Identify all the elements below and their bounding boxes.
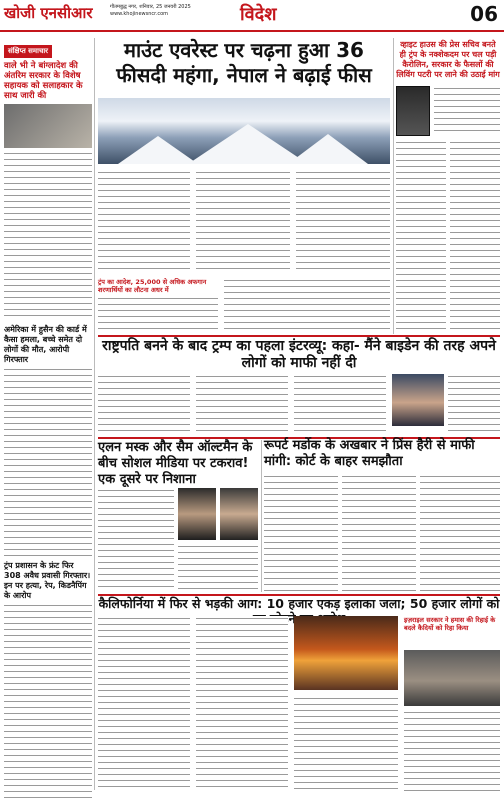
musk-altman-headline: एलन मस्क और सैम ऑल्टमैन के बीच सोशल मीडिया पर टकराव! एक दूसरे पर निशाना bbox=[98, 440, 253, 487]
right-body-col1 bbox=[396, 140, 446, 332]
trump-body-col1 bbox=[98, 374, 190, 434]
murdoch-body-col2 bbox=[342, 474, 416, 592]
meta-web: www.khojinewsncr.com bbox=[110, 11, 169, 17]
trump-body-col2 bbox=[196, 374, 288, 434]
everest-photo bbox=[98, 98, 390, 164]
left-story3-headline: ट्रंप प्रशासन के फ्रंट फिर 308 अवैध प्रवासी गिरफ्तार। इन पर हत्या, रेप, किडनैपिंग के आरोप bbox=[4, 561, 91, 600]
musk-body-col1 bbox=[98, 488, 174, 592]
left-story1-headline: वाले भी ने बांग्लादेश की अंतरिम सरकार के विशेष सहायक को सलाहकार के साथ जारी की bbox=[4, 61, 83, 101]
left-story3-body bbox=[4, 603, 92, 800]
lead-headline: माउंट एवरेस्ट पर चढ़ना हुआ 36 फीसदी महंगा, नेपाल ने बढ़ाई फीस bbox=[116, 38, 372, 87]
column-divider bbox=[94, 38, 95, 790]
edition-meta bbox=[110, 4, 230, 18]
section-title: विदेश bbox=[240, 4, 277, 25]
left-story1-photo bbox=[4, 104, 92, 148]
column-divider bbox=[393, 38, 394, 334]
hostage-photo bbox=[404, 650, 500, 706]
hamas-body bbox=[404, 710, 500, 792]
left-story1-body bbox=[4, 151, 92, 321]
right-headline: व्हाइट हाउस की प्रेस सचिव बनते ही ट्रंप के नक्शेकदम पर चल पड़ी कैरोलिन, सरकार के फैसलों की लिविंग पटरी पर लाने की उठाई मांग bbox=[396, 40, 500, 79]
right-body-top bbox=[434, 86, 500, 136]
left-column bbox=[4, 38, 92, 790]
lead-body-col2 bbox=[196, 170, 290, 274]
murdoch-body-col3 bbox=[420, 474, 500, 592]
newspaper-brand: खोजी एनसीआर bbox=[4, 4, 93, 22]
lead-body-lower bbox=[224, 278, 390, 334]
california-body-col3 bbox=[294, 696, 398, 792]
trump-photo bbox=[392, 374, 444, 426]
column-divider bbox=[261, 440, 262, 592]
trump-headline: राष्ट्रपति बनने के बाद ट्रम्प का पहला इंटरव्यू: कहा- मैंने बाइडेन की तरह अपने लोगों को माफी नहीं दी bbox=[102, 338, 496, 371]
right-body-col2 bbox=[450, 140, 500, 332]
afghan-body bbox=[98, 296, 218, 334]
california-body-col2 bbox=[196, 616, 288, 792]
afghan-subheadline: ट्रंप का आदेश, 25,000 से अधिक अफगान शरणार्थियों का लौटना अधर में bbox=[98, 278, 207, 294]
murdoch-headline: रूपर्ट मर्डोक के अखबार ने प्रिंस हैरी से माफी मांगी: कोर्ट के बाहर समझौता bbox=[264, 438, 475, 469]
page-number: 06 bbox=[470, 2, 498, 26]
murdoch-body-col1 bbox=[264, 474, 338, 592]
altman-photo bbox=[220, 488, 258, 540]
masthead bbox=[0, 0, 504, 32]
book-photo bbox=[396, 86, 430, 136]
trump-body-col3 bbox=[294, 374, 386, 434]
wildfire-photo bbox=[294, 616, 398, 690]
section-rule bbox=[98, 335, 500, 337]
musk-body-col2 bbox=[178, 544, 258, 592]
musk-photo bbox=[178, 488, 216, 540]
meta-date: गौतमबुद्ध नगर, शनिवार, 25 जनवरी 2025 bbox=[110, 4, 191, 10]
california-body-col1 bbox=[98, 616, 190, 792]
california-headline: कैलिफोर्निया में फिर से भड़की आग: 10 हजार एकड़ इलाका जला; 50 हजार लोगों को bbox=[98, 596, 500, 611]
lead-body-col3 bbox=[296, 170, 390, 274]
brief-news-tag: संक्षिप्त समाचार bbox=[4, 45, 52, 58]
left-story2-body bbox=[4, 367, 92, 557]
left-story2-headline: अमेरिका में हुसैन की कार्ड में कैसा हमला, बच्चे समेत दो लोगों की मौत, आरोपी गिरफ्तार bbox=[4, 325, 87, 364]
trump-body-col4 bbox=[448, 374, 500, 434]
hamas-subheadline: इज़राइल सरकार ने हमास की रिहाई के बदले कैदियों को रिहा किया bbox=[404, 616, 496, 632]
lead-body-col1 bbox=[98, 170, 190, 274]
